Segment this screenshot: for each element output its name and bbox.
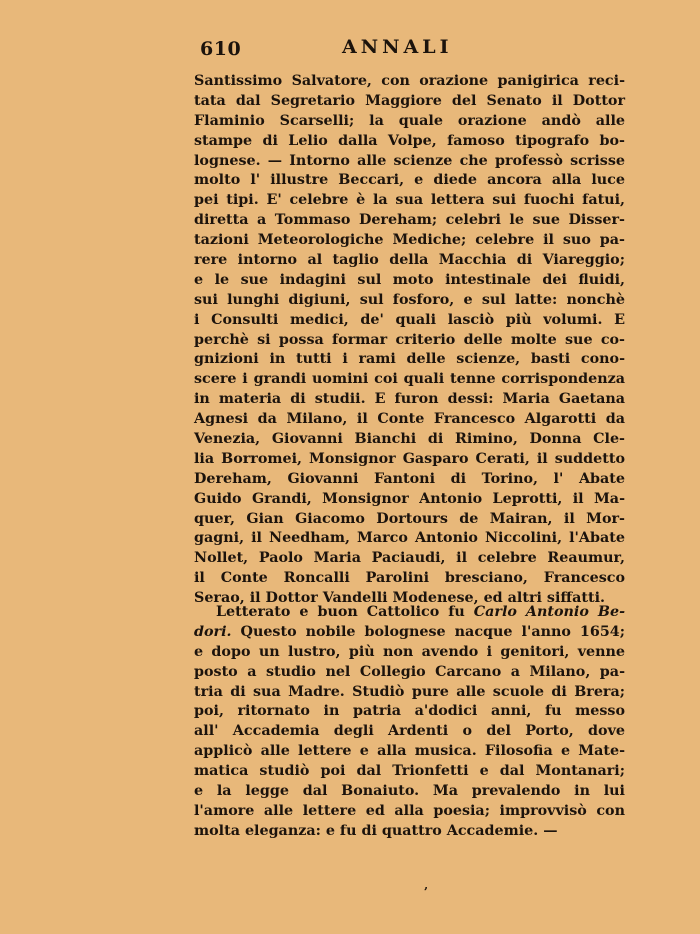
text-line: Nollet, Paolo Maria Paciaudi, il celebre Reaumur,: [194, 550, 625, 567]
text-line: molta eleganza: e fu di quattro Accademie. —: [194, 822, 558, 839]
text-line: scere i grandi uomini coi quali tenne corrispondenza: [194, 371, 625, 388]
text-line: Dereham, Giovanni Fantoni di Torino, l' Abate: [194, 470, 625, 487]
text-line: all' Accademia degli Ardenti o del Porto, dove: [194, 723, 625, 740]
person-name: dori.: [194, 623, 232, 640]
stray-ink-mark: ‚: [424, 878, 429, 892]
text-line: Santissimo Salvatore, con orazione panigirica reci-: [194, 73, 625, 89]
paragraph-1: [194, 72, 625, 609]
text-line: e le sue indagini sul moto intestinale dei fluidi,: [194, 271, 625, 288]
text-line: tata dal Segretario Maggiore del Senato il Dottor: [194, 92, 625, 109]
text-run: Letterato e buon Cattolico fu: [216, 604, 474, 620]
text-line: Guido Grandi, Monsignor Antonio Leprotti, il Ma-: [194, 490, 625, 507]
text-line: gagni, il Needham, Marco Antonio Niccolini, l'Abate: [194, 530, 625, 547]
text-line: Serao, il Dottor Vandelli Modenese, ed altri siffatti.: [194, 590, 605, 607]
text-line: il Conte Roncalli Parolini bresciano, Francesco: [194, 570, 625, 587]
text-line: e la legge dal Bonaiuto. Ma prevalendo in lui: [194, 783, 625, 800]
text-line: tazioni Meteorologiche Mediche; celebre il suo pa-: [194, 232, 625, 249]
text-line: diretta a Tommaso Dereham; celebri le sue Disser-: [194, 212, 625, 229]
text-line: lia Borromei, Monsignor Gasparo Cerati, il suddetto: [194, 450, 625, 467]
text-line: gnizioni in tutti i rami delle scienze, basti cono-: [194, 351, 625, 368]
text-line: matica studiò poi dal Trionfetti e dal Montanari;: [194, 763, 625, 780]
text-line: i Consulti medici, de' quali lasciò più volumi. E: [194, 311, 625, 328]
text-line: rere intorno al taglio della Macchia di Viareggio;: [194, 252, 625, 269]
text-line: perchè si possa formar criterio delle molte sue co-: [194, 331, 625, 348]
text-run: Questo nobile bolognese nacque l'anno 1654;: [231, 623, 625, 640]
running-head: ANNALI: [342, 36, 453, 58]
text-line: quer, Gian Giacomo Dortours de Mairan, il Mor-: [194, 510, 625, 527]
text-line: Venezia, Giovanni Bianchi di Rimino, Donna Cle-: [194, 431, 625, 448]
text-line: pei tipi. E' celebre è la sua lettera sui fuochi fatui,: [194, 192, 625, 209]
person-name: Carlo Antonio Be-: [473, 604, 625, 620]
text-line: Agnesi da Milano, il Conte Francesco Algarotti da: [194, 411, 625, 428]
text-line: molto l' illustre Beccari, e diede ancora alla luce: [194, 172, 625, 189]
page-number: 610: [200, 38, 242, 60]
text-line: [194, 603, 625, 623]
text-line: lognese. — Intorno alle scienze che professò scrisse: [194, 152, 625, 169]
text-line: [194, 623, 625, 643]
text-line: tria di sua Madre. Studiò pure alle scuole di Brera;: [194, 683, 625, 700]
text-line: e dopo un lustro, più non avendo i genitori, venne: [194, 643, 625, 660]
text-line: poi, ritornato in patria a'dodici anni, fu messo: [194, 703, 625, 720]
text-line: Flaminio Scarselli; la quale orazione andò alle: [194, 112, 625, 129]
paragraph-2-lines: [194, 643, 625, 842]
text-line: stampe di Lelio dalla Volpe, famoso tipografo bo-: [194, 132, 625, 149]
text-line: in materia di studii. E furon dessi: Maria Gaetana: [194, 391, 625, 408]
text-line: applicò alle lettere e alla musica. Filosofia e Mate-: [194, 743, 625, 760]
paragraph-2: [194, 603, 625, 842]
text-line: l'amore alle lettere ed alla poesia; improvvisò con: [194, 802, 625, 819]
text-line: posto a studio nel Collegio Carcano a Milano, pa-: [194, 663, 625, 680]
text-line: sui lunghi digiuni, sul fosforo, e sul latte: nonchè: [194, 291, 625, 308]
